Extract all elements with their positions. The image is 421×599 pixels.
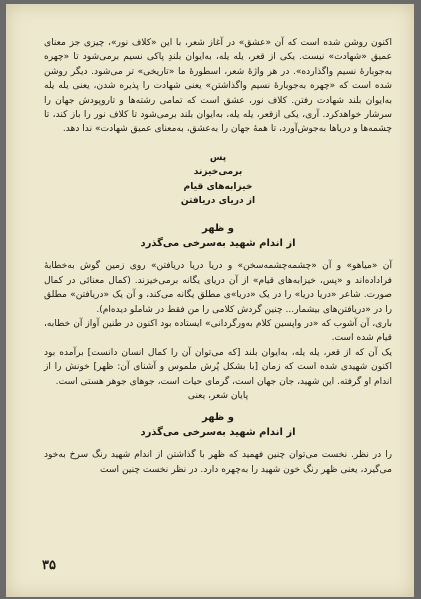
paragraph-4: یک آن که از قعر، یله یله، به‌ایوان بلند [که می‌توان آن را کمال انسان دانست] برآمده بود اکنون شهیدی شده است که زمان [با بشکل پُرش ملموس و آشنای آن: ظهر] خونش را از اندام او گرفته. این شهید، جان جهان است، گرمای حیات است، جوهای جوهر هستی است. — [44, 347, 392, 387]
poem-line: خیزابه‌های قیام — [183, 181, 253, 192]
poem-line: از اندام شهید به‌سرخی می‌گذرد — [140, 237, 296, 249]
poem-line: از دریای دریافتن — [180, 196, 256, 207]
poem-line: برمی‌خیزند — [193, 167, 243, 178]
book-page — [6, 4, 414, 597]
paragraph-3: باری، آن آشوب که «در واپسین کلام به‌ورگردانی» ایستاده بود اکنون در طنین آواز آن خطابه، قیام شده است. — [44, 318, 392, 344]
paragraph-2: آن «میاهو» و آن «چشمه‌چشمه‌سخن» و دریا دریا دریافتن» روی زمین گوش به‌خطابهٔ فراداده‌اند و «پس، خیزابه‌های قیام» از آن دریای یگانه برمی‌خیزند. (کمال معنائی در کمال صورت. شاعر «دریا دریا» را در یک «دریا»ی مطلق یگانه می‌کند، و آن یک «دریافتن» مطلق را در «دریافتن‌های بیشمار... چنین گردش کلامی را من فقط در شاملو دیده‌ام). — [44, 261, 392, 315]
poem-line: و ظهر — [202, 412, 234, 424]
poem-excerpt-3 — [44, 411, 392, 440]
page-text — [44, 36, 392, 477]
poem-excerpt-2 — [44, 222, 392, 251]
paragraph-1: اکنون روشن شده است که آن «عشق» در آغاز شعر، با این «کلاف نور»، چیزی جز معنای عمیق «شهادت» نیست. یکی از قعر، یله یله، به‌ایوان بلندِ پاکی نسیم برمی‌شود تا «چهره به‌جوبارهٔ نسیم واگذارده». در هر واژهٔ شعر، اسطورهٔ ما «تاریخی» تر می‌شود. دیگر روشن شده است که «چهره به‌جوبارهٔ نسیم واگذاشتن» یعنی شهادت را پذیره شدن، یعنی یله یله به‌ایوان بلند شهادت رفتن. کلاف نور، عشق است که تمامی رشته‌ها و تاروپودش جهان را سرشار خواهدکرد. آری، یکی ازقعر، یله یله، به‌ایوان بلند برمی‌شود تا کلاف نور را باز کند، تا چشمه‌ها و دریاها به‌جوش‌آورد، تا همهٔ جهان را به‌عشق، به‌معنای عمیق شهادت» ندا دهد. — [44, 38, 392, 135]
poem-line: از اندام شهید به‌سرخی می‌گذرد — [140, 426, 296, 438]
poem-line: و ظهر — [202, 223, 234, 235]
paragraph-6: را در نظر. نخست می‌توان چنین فهمید که ظهر با گذاشتن از اندام شهید رنگ سرخ به‌خود می‌گیرد، یعنی ظهر رنگ خون شهید را به‌چهره دارد. در نظر نخست چنین است — [44, 450, 392, 475]
poem-excerpt-1 — [44, 151, 392, 209]
paragraph-5: پایان شعر، یعنی — [187, 390, 249, 401]
page-number: ۳۵ — [42, 558, 56, 573]
poem-line: پس — [209, 152, 227, 163]
